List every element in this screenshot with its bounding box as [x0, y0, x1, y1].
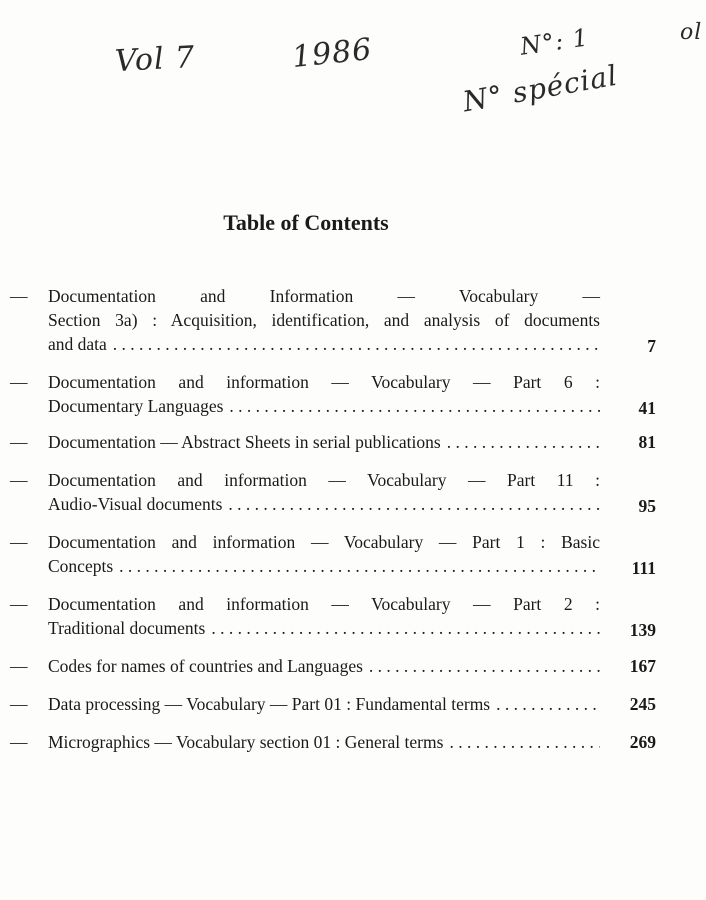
toc-entry-title-line: Documentation and information — Vocabulary — Part 6 : — [48, 372, 600, 392]
toc-dash: — — [10, 470, 28, 490]
toc-entry — [0, 370, 706, 418]
toc-dash: — — [10, 732, 28, 752]
toc-page-number: 41 — [638, 398, 656, 418]
toc-entry-title-line: Concepts — [48, 556, 114, 576]
handwritten-year: 1986 — [290, 31, 374, 76]
handwritten-number: N°: 1 — [518, 23, 591, 61]
toc-entry-title-line: Audio-Visual documents — [48, 494, 223, 514]
dot-leader — [369, 654, 600, 678]
toc-dash: — — [10, 656, 28, 676]
dot-leader — [113, 332, 600, 356]
toc-entry — [0, 430, 706, 454]
toc-page-number: 81 — [638, 432, 656, 452]
toc-entry-title-line: Documentation — Abstract Sheets in serial publications — [48, 432, 441, 452]
dot-leader — [449, 730, 600, 754]
toc-entry-title-line: Micrographics — Vocabulary section 01 : General terms — [48, 732, 444, 752]
toc-entry-title-line: Documentation and Information — Vocabulary — — [48, 286, 600, 306]
toc-entry-title-line: Section 3a) : Acquisition, identification, and analysis of documents — [48, 310, 600, 330]
handwritten-volume: Vol 7 — [114, 39, 197, 80]
toc-entry-title-line: Documentation and information — Vocabulary — Part 2 : — [48, 594, 600, 614]
toc-entry-title-line: Documentation and information — Vocabulary — Part 11 : — [48, 470, 600, 490]
toc-dash: — — [10, 694, 28, 714]
toc-page-number: 139 — [629, 620, 656, 640]
toc-entry — [0, 654, 706, 678]
toc-entry — [0, 692, 706, 716]
toc-entry-title-line: Data processing — Vocabulary — Part 01 : Fundamental terms — [48, 694, 491, 714]
page-title: Table of Contents — [223, 210, 389, 235]
toc-dash: — — [10, 532, 28, 552]
toc-entry-title-line: Documentation and information — Vocabulary — Part 1 : Basic — [48, 532, 600, 552]
toc-entry — [0, 468, 706, 516]
toc-entry-title-line: and data — [48, 334, 107, 354]
toc-entry — [0, 284, 706, 356]
handwritten-special: N° spécial — [460, 58, 621, 119]
toc-dash: — — [10, 372, 28, 392]
toc-page-number: 167 — [629, 656, 656, 676]
dot-leader — [228, 492, 600, 516]
toc-entry — [0, 530, 706, 578]
toc-entry — [0, 592, 706, 640]
toc-entry-title-line: Traditional documents — [48, 618, 206, 638]
toc-dash: — — [10, 432, 28, 452]
toc-page-number: 7 — [647, 336, 656, 356]
dot-leader — [211, 616, 600, 640]
handwritten-corner: ol — [680, 20, 703, 45]
toc-page-number: 95 — [638, 496, 656, 516]
dot-leader — [447, 430, 600, 454]
dot-leader — [496, 692, 600, 716]
toc-dash: — — [10, 594, 28, 614]
toc-entry-title-line: Documentary Languages — [48, 396, 224, 416]
toc-page-number: 111 — [631, 558, 656, 578]
toc-entry — [0, 730, 706, 754]
dot-leader — [119, 554, 600, 578]
toc-entry-title-line: Codes for names of countries and Languages — [48, 656, 363, 676]
toc-dash: — — [10, 286, 28, 306]
dot-leader — [229, 394, 600, 418]
toc-page-number: 245 — [629, 694, 656, 714]
toc-page-number: 269 — [629, 732, 656, 752]
